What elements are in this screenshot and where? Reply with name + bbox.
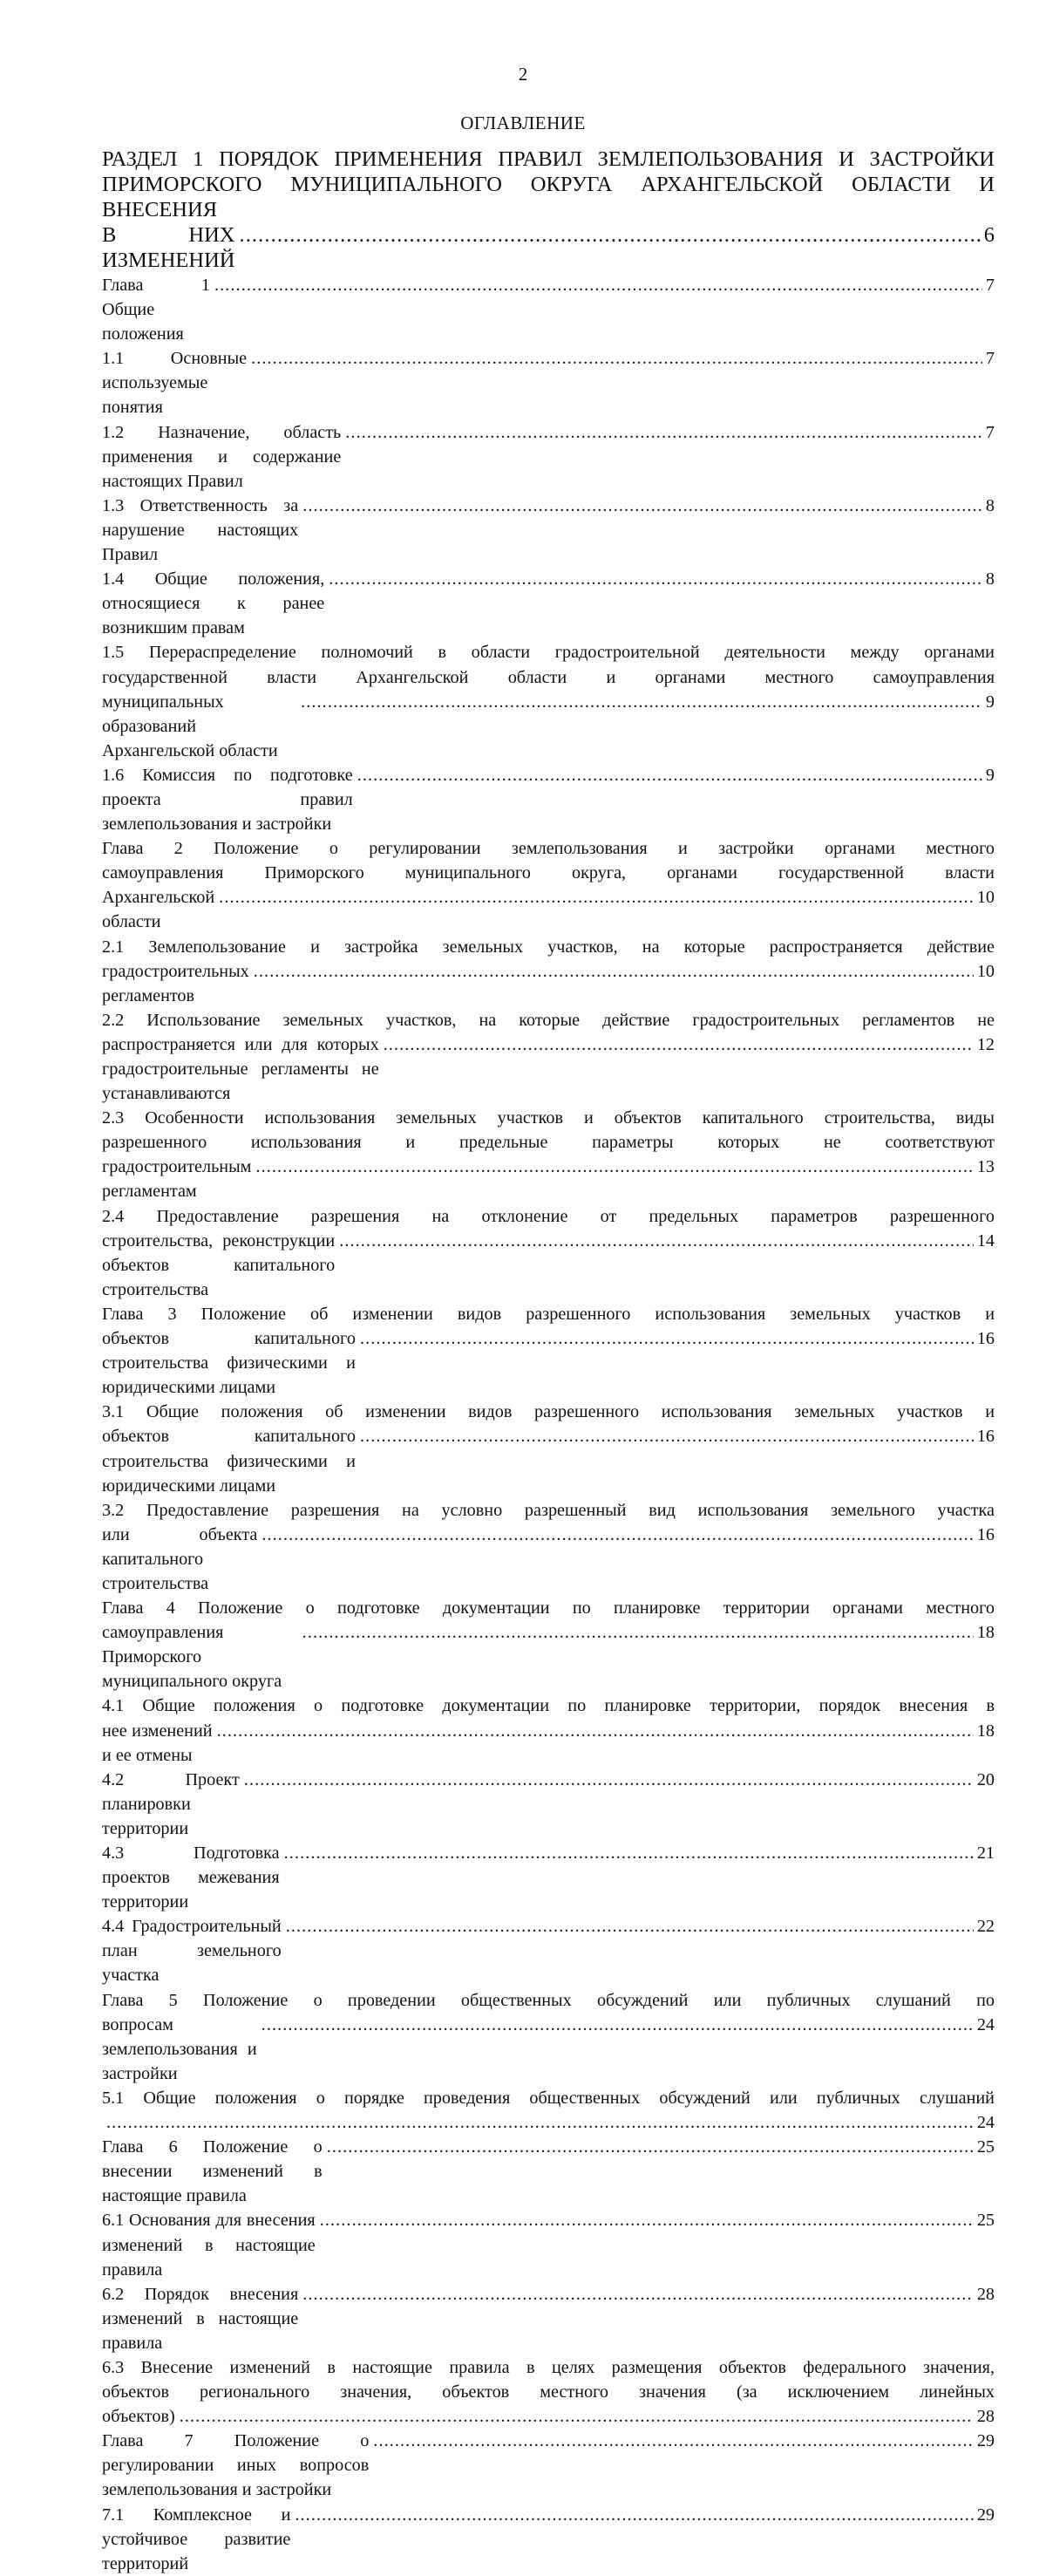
toc-entry-title: или объекта капитального строительства <box>102 1523 260 1596</box>
toc-entry-page: 13 <box>976 1157 995 1177</box>
toc-entry <box>102 763 995 836</box>
dot-leader <box>219 885 974 910</box>
toc-entry-last-line <box>102 959 995 1008</box>
dot-leader <box>217 1719 974 1743</box>
toc-entry-line: 6.3 Внесение изменений в настоящие правила в целях размещения объектов федерального значения, <box>102 2357 995 2377</box>
toc-entry-page: 9 <box>985 692 995 712</box>
toc-entry-last-line <box>102 1914 995 1987</box>
toc-entry-page: 16 <box>976 1524 995 1544</box>
toc-entry-title: муниципальных образований Архангельской области <box>102 690 299 763</box>
toc-entry-title: вопросам землепользования и застройки <box>102 2013 260 2086</box>
toc-entry-title: градостроительных регламентов <box>102 959 252 1008</box>
dot-leader <box>254 959 974 984</box>
toc-entry <box>102 2355 995 2429</box>
toc-entry <box>102 935 995 1008</box>
toc-entry-last-line <box>102 1326 995 1400</box>
dot-leader <box>302 1620 974 1645</box>
toc-entry-title: градостроительным регламентам <box>102 1155 254 1203</box>
dot-leader <box>302 2282 974 2307</box>
toc-entry-page: 10 <box>976 961 995 981</box>
toc-entry-title: нее изменений и ее отмены <box>102 1719 215 1768</box>
dot-leader <box>327 2135 974 2159</box>
toc-entry-last-line <box>102 346 995 419</box>
toc-entry <box>102 1008 995 1106</box>
toc-entry <box>102 2208 995 2281</box>
toc-entry-last-line <box>102 1229 995 1302</box>
dot-leader <box>373 2429 974 2453</box>
dot-leader <box>262 1523 973 1547</box>
toc-entry-line: ПРИМОРСКОГО МУНИЦИПАЛЬНОГО ОКРУГА АРХАНГЕЛЬСКОЙ ОБЛАСТИ И ВНЕСЕНИЯ <box>102 173 995 221</box>
dot-leader <box>339 1229 974 1253</box>
toc-entry-page: 9 <box>985 765 995 785</box>
toc-entry-last-line <box>102 2110 995 2135</box>
toc-entry-line: Глава 4 Положение о подготовке документации по планировке территории органами местного <box>102 1598 995 1619</box>
toc-entry-title: строительства, реконструкции объектов капитального строительства <box>102 1229 337 1302</box>
dot-leader <box>345 420 982 445</box>
toc-entry <box>102 1302 995 1400</box>
toc-entry-page: 10 <box>976 888 995 908</box>
toc-entry-last-line <box>102 222 995 273</box>
toc-entry-last-line <box>102 1719 995 1768</box>
toc-entry-page: 29 <box>976 2431 995 2451</box>
toc-entry-title: 1.4 Общие положения, относящиеся к ранее возникшим правам <box>102 567 327 640</box>
toc-entry-page: 18 <box>976 1721 995 1741</box>
dot-leader <box>255 1155 973 1179</box>
toc-entry-last-line <box>102 273 995 346</box>
toc-section-entry <box>102 147 995 273</box>
toc-entry-line: 3.2 Предоставление разрешения на условно разрешенный вид использования земельного участка <box>102 1500 995 1520</box>
toc-entry-last-line <box>102 567 995 640</box>
toc-entry-page: 25 <box>976 2211 995 2231</box>
toc-entry-title: 1.3 Ответственность за нарушение настоящих Правил <box>102 494 301 567</box>
toc-entry <box>102 836 995 934</box>
toc-entry-title: 4.4 Градостроительный план земельного участка <box>102 1914 284 1987</box>
toc-entry-line: 5.1 Общие положения о порядке проведения общественных обсуждений или публичных слушаний <box>102 2088 995 2108</box>
toc-entry-title: 1.1 Основные используемые понятия <box>102 346 249 419</box>
toc-entry-last-line <box>102 1155 995 1203</box>
dot-leader <box>384 1032 974 1057</box>
toc-entry-last-line <box>102 885 995 934</box>
toc-entry-line: 1.5 Перераспределение полномочий в области градостроительной деятельности между органами <box>102 643 995 663</box>
toc-entry <box>102 1596 995 1693</box>
toc-entry <box>102 494 995 567</box>
toc-entry-last-line <box>102 2404 995 2429</box>
toc-entry <box>102 640 995 762</box>
toc-entry-title: 6.2 Порядок внесения изменений в настоящие правила <box>102 2282 301 2355</box>
toc-entry-last-line <box>102 763 995 836</box>
toc-entry-page: 28 <box>976 2407 995 2427</box>
toc-entry-page: 14 <box>976 1230 995 1251</box>
toc-entry-last-line <box>102 2503 995 2576</box>
toc-entry-last-line <box>102 1620 995 1693</box>
toc-title: ОГЛАВЛЕНИЕ <box>460 112 586 133</box>
toc-entry-last-line <box>102 690 995 763</box>
toc-entry <box>102 1988 995 2086</box>
toc-entry-title: В НИХ ИЗМЕНЕНИЙ <box>102 222 237 273</box>
toc-entry-page: 21 <box>976 1843 995 1863</box>
toc-entry-last-line <box>102 2282 995 2355</box>
toc-entry-page: 29 <box>976 2504 995 2525</box>
toc-entry-last-line <box>102 2429 995 2502</box>
toc-entry-line: Глава 5 Положение о проведении общественных обсуждений или публичных слушаний по <box>102 1990 995 2010</box>
dot-leader <box>251 346 982 371</box>
toc-entry-title: Глава 1 Общие положения <box>102 273 213 346</box>
toc-entry <box>102 1914 995 1987</box>
dot-leader <box>360 1424 974 1448</box>
dot-leader <box>301 690 982 714</box>
toc-entry-last-line <box>102 1032 995 1106</box>
toc-entry-title: Глава 7 Положение о регулировании иных вопросов землепользования и застройки <box>102 2429 371 2502</box>
dot-leader <box>320 2208 974 2232</box>
toc-entry <box>102 2135 995 2208</box>
toc-entry <box>102 567 995 640</box>
toc-entry-line: 3.1 Общие положения об изменении видов разрешенного использования земельных участков и <box>102 1402 995 1422</box>
toc-entry-line: 2.1 Землепользование и застройка земельных участков, на которые распространяется действие <box>102 937 995 957</box>
toc-entry-line: разрешенного использования и предельные параметры которых не соответствуют <box>102 1133 995 1153</box>
toc-entry-last-line <box>102 2135 995 2208</box>
toc-entry-title: 1.2 Назначение, область применения и содержание настоящих Правил <box>102 420 343 494</box>
toc-entry <box>102 2429 995 2502</box>
toc-entry-page: 16 <box>976 1427 995 1447</box>
page-number: 2 <box>518 64 528 85</box>
toc-entry-last-line <box>102 494 995 567</box>
toc-entry-line: РАЗДЕЛ 1 ПОРЯДОК ПРИМЕНЕНИЯ ПРАВИЛ ЗЕМЛЕПОЛЬЗОВАНИЯ И ЗАСТРОЙКИ <box>102 147 995 171</box>
toc-entry-title: самоуправления Приморского муниципального округа <box>102 1620 301 1693</box>
dot-leader <box>360 1326 974 1351</box>
toc-entry <box>102 2086 995 2135</box>
toc-entry-page: 12 <box>976 1034 995 1054</box>
toc-entry-line: Глава 2 Положение о регулировании землепользования и застройки органами местного <box>102 839 995 859</box>
toc-entry-page: 8 <box>985 495 995 515</box>
dot-leader <box>214 273 982 297</box>
toc-entry-title: объектов капитального строительства физическими и юридическими лицами <box>102 1326 358 1400</box>
toc-entry-line: Глава 3 Положение об изменении видов разрешенного использования земельных участков и <box>102 1304 995 1324</box>
dot-leader <box>286 1914 974 1939</box>
toc-entry-line: объектов регионального значения, объектов местного значения (за исключением линейных <box>102 2382 995 2402</box>
dot-leader <box>329 567 982 591</box>
toc-entry-title: Архангельской области <box>102 885 217 934</box>
toc-entry <box>102 346 995 419</box>
toc-entry-page: 8 <box>985 569 995 589</box>
dot-leader <box>262 2013 974 2037</box>
toc-entry-last-line <box>102 1768 995 1841</box>
dot-leader <box>302 494 982 518</box>
toc-entry-page: 7 <box>985 349 995 369</box>
toc-entry-line: самоуправления Приморского муниципального округа, органами государственной власти <box>102 863 995 883</box>
toc-entry <box>102 420 995 494</box>
dot-leader <box>295 2503 973 2527</box>
toc-entry-title: объектов) <box>102 2404 178 2429</box>
toc-entry-title: 1.6 Комиссия по подготовке проекта правил землепользования и застройки <box>102 763 356 836</box>
toc-entry <box>102 1768 995 1841</box>
toc-entry-page: 28 <box>976 2284 995 2304</box>
toc-entry <box>102 2282 995 2355</box>
toc-entry-title: распространяется или для которых градостроительные регламенты не устанавливаются <box>102 1032 382 1106</box>
table-of-contents <box>102 147 995 2576</box>
toc-entry-last-line <box>102 2013 995 2086</box>
dot-leader <box>357 763 982 787</box>
toc-entry-line: 2.4 Предоставление разрешения на отклонение от предельных параметров разрешенного <box>102 1206 995 1226</box>
toc-entry-page: 24 <box>976 2014 995 2034</box>
toc-entry-title: Глава 6 Положение о внесении изменений в настоящие правила <box>102 2135 325 2208</box>
toc-entry <box>102 1693 995 1767</box>
toc-entry-title: 4.2 Проект планировки территории <box>102 1768 242 1841</box>
toc-entry <box>102 2503 995 2576</box>
toc-entry-title: 6.1 Основания для внесения изменений в настоящие правила <box>102 2208 318 2281</box>
toc-entry-line: 2.3 Особенности использования земельных участков и объектов капитального строительства, виды <box>102 1108 995 1128</box>
toc-entry <box>102 273 995 346</box>
toc-entry-last-line <box>102 1424 995 1497</box>
toc-entry-page: 6 <box>983 223 995 247</box>
toc-entry-page: 18 <box>976 1623 995 1643</box>
dot-leader <box>244 1768 974 1792</box>
dot-leader <box>180 2404 974 2429</box>
dot-leader <box>106 2110 974 2135</box>
toc-entry-last-line <box>102 1523 995 1596</box>
toc-entry <box>102 1400 995 1497</box>
toc-entry-page: 24 <box>976 2113 995 2133</box>
toc-entry-page: 16 <box>976 1329 995 1349</box>
toc-entry-page: 25 <box>976 2137 995 2157</box>
toc-entry-page: 7 <box>985 422 995 442</box>
toc-entry-last-line <box>102 2208 995 2281</box>
toc-entry-line: 2.2 Использование земельных участков, на которые действие градостроительных регламентов не <box>102 1010 995 1030</box>
toc-entry-line: 4.1 Общие положения о подготовке документации по планировке территории, порядок внесения в <box>102 1696 995 1716</box>
toc-entry-page: 7 <box>985 276 995 295</box>
toc-entry <box>102 1106 995 1203</box>
toc-entry-title: 4.3 Подготовка проектов межевания территории <box>102 1841 282 1914</box>
toc-entry <box>102 1204 995 1302</box>
toc-entry-title: 7.1 Комплексное и устойчивое развитие территорий <box>102 2503 293 2576</box>
toc-entry-last-line <box>102 420 995 494</box>
dot-leader <box>239 222 980 248</box>
dot-leader <box>284 1841 974 1865</box>
toc-entry-page: 22 <box>976 1917 995 1937</box>
toc-entry <box>102 1498 995 1596</box>
toc-entry-line: государственной власти Архангельской области и органами местного самоуправления <box>102 667 995 687</box>
toc-entry-last-line <box>102 1841 995 1914</box>
toc-entry-page: 20 <box>976 1769 995 1789</box>
toc-entry-title: объектов капитального строительства физическими и юридическими лицами <box>102 1424 358 1497</box>
toc-entry <box>102 1841 995 1914</box>
